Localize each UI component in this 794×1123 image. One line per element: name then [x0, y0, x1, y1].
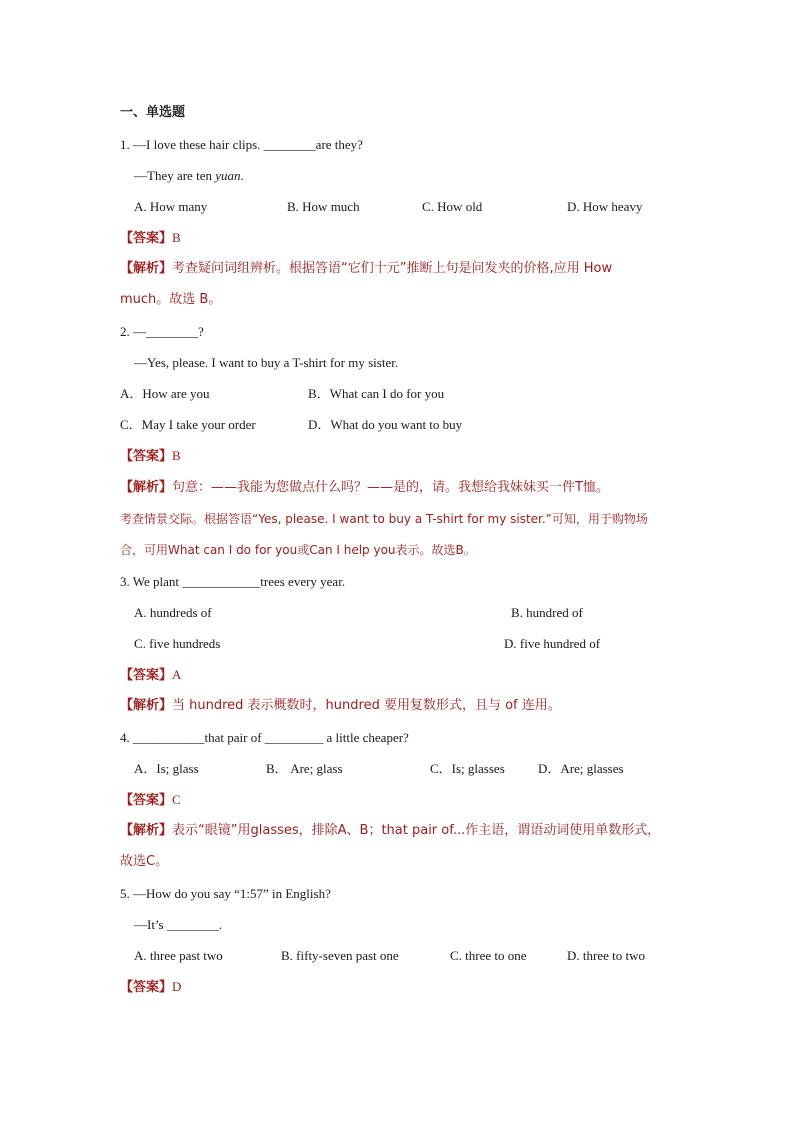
question-4-option-d: D．Are; glasses [538, 761, 624, 776]
question-5-option-a: A. three past two [134, 948, 223, 963]
question-1-option-b: B. How much [287, 199, 360, 214]
question-5-option-c: C. three to one [450, 948, 527, 963]
question-2-option-b: B．What can I do for you [308, 386, 445, 401]
question-1-analysis-line-1: 【解析】考查疑问词组辨析。根据答语“它们十元”推断上句是问发夹的价格,应用 How [120, 261, 613, 276]
question-2-answer: 【答案】B [120, 448, 181, 464]
question-4-analysis-line-1: 【解析】表示“眼镜”用glasses，排除A、B；that pair of...作主语，谓语动词使用单数形式， [120, 823, 661, 838]
question-3-option-c: C. five hundreds [134, 636, 221, 651]
question-1-stem: 1. —I love these hair clips. ________are they? [120, 137, 363, 152]
question-2-option-d: D．What do you want to buy [308, 417, 463, 432]
question-1-option-a: A. How many [134, 199, 208, 214]
section-title: 一、单选题 [120, 105, 186, 120]
question-4-answer: 【答案】C [120, 792, 181, 808]
question-3-option-a: A. hundreds of [134, 605, 212, 620]
question-2-option-a: A．How are you [120, 386, 210, 401]
question-5-option-b: B. fifty-seven past one [281, 948, 399, 963]
question-3-option-d: D. five hundred of [504, 636, 601, 651]
question-5-answer: 【答案】D [120, 979, 182, 995]
question-2-analysis-line-2: 考查情景交际。根据答语“Yes, please. I want to buy a T-shirt for my sister.”可知，用于购物场 [120, 512, 648, 526]
question-2-option-c: C．May I take your order [120, 417, 256, 432]
question-5-stem-2: —It’s ________. [134, 917, 223, 932]
question-4-option-a: A．Is; glass [134, 761, 199, 776]
question-1-answer: 【答案】B [120, 230, 181, 246]
question-4-stem: 4. ___________that pair of _________ a little cheaper? [120, 730, 409, 745]
question-2-stem: 2. —________? [120, 324, 204, 339]
question-3-answer: 【答案】A [120, 667, 182, 683]
question-4-analysis-line-2: 故选C。 [120, 854, 169, 869]
question-4-option-c: C．Is; glasses [430, 761, 505, 776]
question-5-stem: 5. —How do you say “1:57” in English? [120, 886, 331, 901]
question-1-option-d: D. How heavy [567, 199, 643, 214]
question-1-analysis-line-2: much。故选 B。 [120, 292, 222, 307]
question-1-option-c: C. How old [422, 199, 483, 214]
question-1-stem-2: —They are ten yuan. [134, 168, 244, 183]
question-2-analysis-line-3: 合，可用What can I do for you或Can I help you表示。故选B。 [120, 543, 476, 557]
question-3-stem: 3. We plant ____________trees every year. [120, 574, 346, 589]
question-3-option-b: B. hundred of [511, 605, 583, 620]
question-2-analysis-line-1: 【解析】句意：——我能为您做点什么吗？——是的，请。我想给我妹妹买一件T恤。 [120, 480, 609, 495]
question-5-option-d: D. three to two [567, 948, 645, 963]
question-2-stem-2: —Yes, please. I want to buy a T-shirt for my sister. [134, 355, 399, 370]
question-4-option-b: B． Are; glass [266, 761, 343, 776]
question-3-analysis-line-1: 【解析】当 hundred 表示概数时，hundred 要用复数形式，且与 of 连用。 [120, 698, 561, 713]
